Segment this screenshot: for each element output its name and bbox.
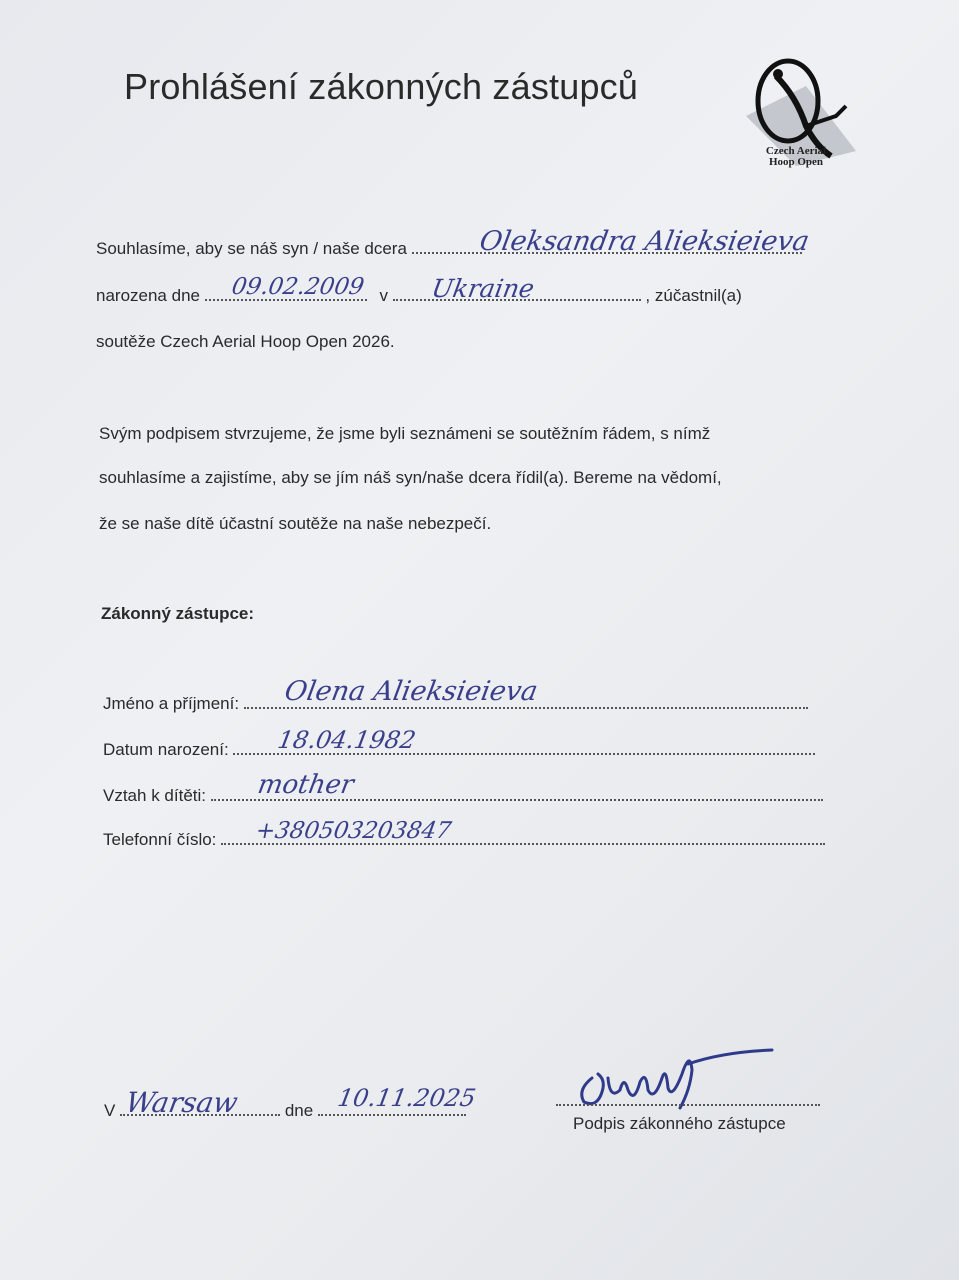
guardian-dob-row <box>103 739 815 760</box>
logo-text-line2: Hoop Open <box>768 156 824 168</box>
signature-line <box>556 1104 820 1106</box>
date-dne-label: dne <box>284 1101 314 1120</box>
guardian-phone-row <box>103 829 825 850</box>
guardian-relation-label: Vztah k dítěti: <box>103 786 206 805</box>
child-name-value: Oleksandra Alieksieieva <box>477 226 812 257</box>
participated-label: , zúčastnil(a) <box>645 286 742 305</box>
guardian-name-label: Jméno a příjmení: <box>103 694 240 713</box>
consent-line-2 <box>96 285 742 306</box>
birth-place-value: Ukraine <box>429 274 537 303</box>
guardian-name-value: Olena Alieksieieva <box>282 676 541 707</box>
logo-text-line1: Czech Aerial <box>765 145 827 157</box>
in-label: v <box>379 286 388 305</box>
guardian-heading: Zákonný zástupce: <box>101 604 255 623</box>
birth-date-value: 09.02.2009 <box>229 274 366 300</box>
consent-line1-prefix: Souhlasíme, aby se náš syn / naše dcera <box>96 239 407 258</box>
place-value: Warsaw <box>123 1086 241 1119</box>
statement-line-1: Svým podpisem stvrzujeme, že jsme byli seznámeni se soutěžním řádem, s nímž <box>99 424 711 443</box>
guardian-dob-value: 18.04.1982 <box>275 726 418 754</box>
guardian-relation-row <box>103 785 823 806</box>
consent-line-3: soutěže Czech Aerial Hoop Open 2026. <box>96 332 395 351</box>
statement-line-3: že se naše dítě účastní soutěže na naše nebezpečí. <box>99 514 492 533</box>
guardian-phone-value: +380503203847 <box>253 818 454 844</box>
logo-text <box>736 146 856 168</box>
date-value: 10.11.2025 <box>335 1084 478 1112</box>
statement-line-2: souhlasíme a zajistíme, aby se jím náš syn/naše dcera řídil(a). Bereme na vědomí, <box>99 468 722 487</box>
guardian-relation-value: mother <box>255 770 356 800</box>
page-title: Prohlášení zákonných zástupců <box>124 66 639 107</box>
guardian-phone-label: Telefonní číslo: <box>103 830 217 849</box>
handwritten-signature-icon <box>562 1030 782 1110</box>
signature-label: Podpis zákonného zástupce <box>573 1114 786 1133</box>
guardian-dob-label: Datum narození: <box>103 740 229 759</box>
place-v-label: V <box>104 1101 116 1120</box>
born-label: narozena dne <box>96 286 200 305</box>
